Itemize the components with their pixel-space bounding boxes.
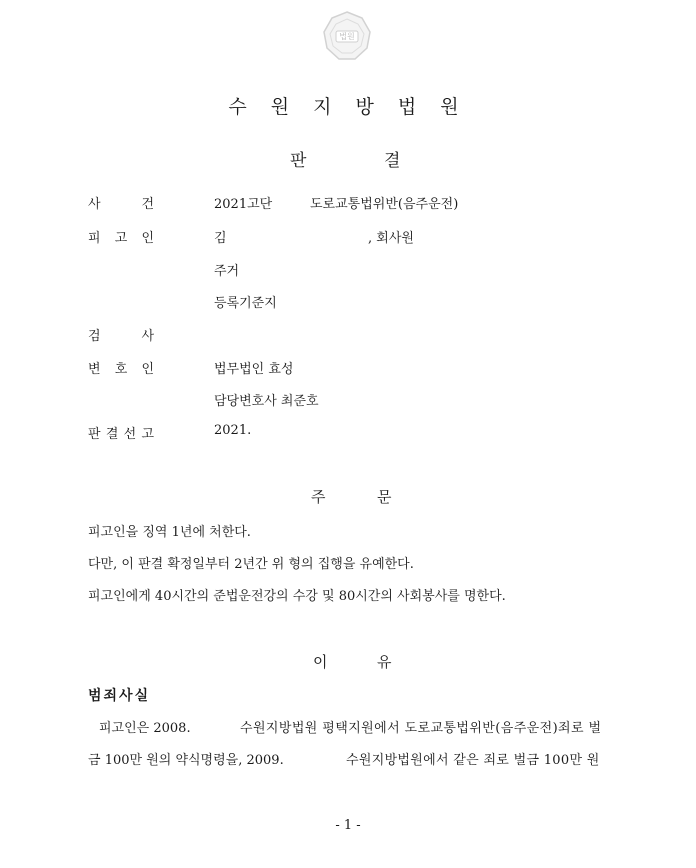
defendant-name: 김 [214, 231, 227, 246]
counsel-firm: 법무법인 효성 [214, 362, 294, 377]
counsel-label: 변 호 인 [88, 362, 154, 377]
registry-label: 등록기준지 [214, 296, 277, 311]
verdict-date-label: 판 결 선 고 [88, 427, 154, 442]
case-label: 사 건 [88, 197, 154, 212]
verdict-date: 2021. [214, 423, 252, 438]
order-line: 피고인에게 40시간의 준법운전강의 수강 및 80시간의 사회봉사를 명한다. [88, 589, 506, 604]
defendant-label: 피 고 인 [88, 231, 154, 246]
reason-heading-left: 이 [313, 653, 328, 671]
paragraph-line-1b: 수원지방법원 평택지원에서 도로교통법위반(음주운전)죄로 벌 [240, 721, 602, 736]
case-number: 2021고단 [214, 197, 273, 212]
order-line: 피고인을 징역 1년에 처한다. [88, 525, 251, 540]
paragraph-line-2b: 수원지방법원에서 같은 죄로 벌금 100만 원 [346, 753, 600, 768]
doc-title-right: 결 [384, 151, 401, 171]
order-heading-right: 문 [377, 488, 392, 506]
paragraph-line-1a: 피고인은 2008. [99, 721, 191, 736]
order-heading-left: 주 [311, 488, 326, 506]
counsel-attorney: 담당변호사 최준호 [214, 394, 319, 409]
page-number: - 1 - [335, 818, 361, 833]
reason-heading-right: 유 [377, 653, 392, 671]
prosecutor-label: 검 사 [88, 329, 154, 344]
defendant-job: , 회사원 [368, 231, 414, 246]
court-name: 수 원 지 방 법 원 [228, 96, 468, 118]
doc-title-left: 판 [290, 151, 307, 171]
court-seal-icon [322, 10, 372, 62]
paragraph-line-2a: 금 100만 원의 약식명령을, 2009. [88, 753, 284, 768]
order-line: 다만, 이 판결 확정일부터 2년간 위 형의 집행을 유예한다. [88, 557, 414, 572]
residence-label: 주거 [214, 264, 240, 279]
case-name: 도로교통법위반(음주운전) [310, 197, 459, 212]
crime-facts-heading: 범죄사실 [88, 688, 151, 704]
seal-text: 법원 [339, 32, 355, 41]
